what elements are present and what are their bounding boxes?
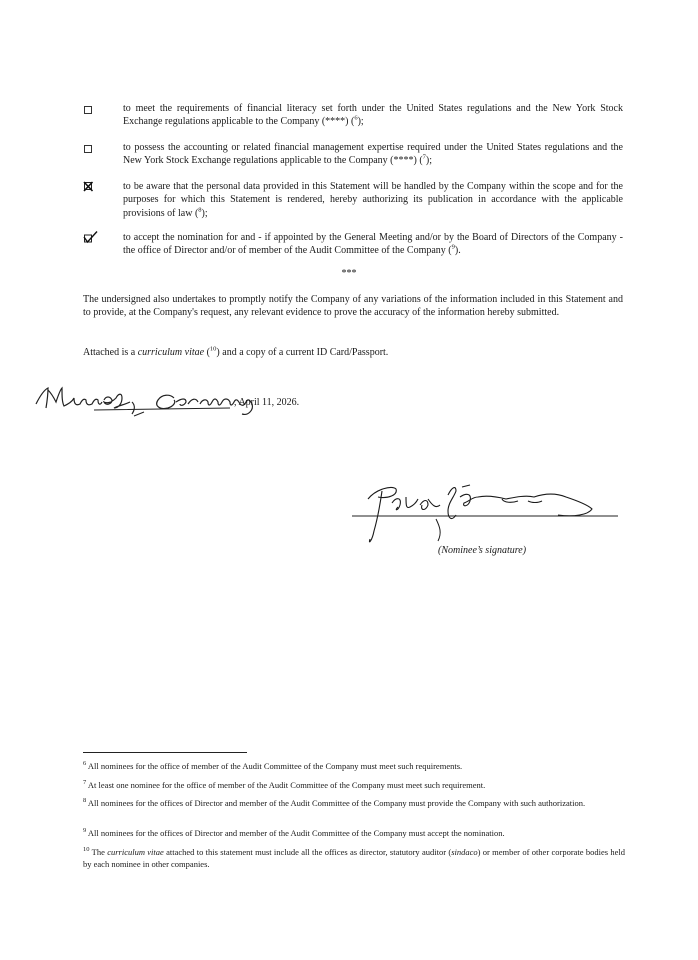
attachments-paragraph: Attached is a curriculum vitae ($^{10}$) and a copy of a current ID Card/Passport. bbox=[83, 345, 389, 358]
undertaking-paragraph: The undersigned also undertakes to promptly notify the Company of any variations of the information included in this Statement and to provide, at the Company's request, any relevant evidence to prove the accuracy of the information hereby submitted. bbox=[83, 294, 623, 319]
check-mark-icon bbox=[83, 231, 99, 245]
item-text: to accept the nomination for and - if appointed by the General Meeting and/or by the Board of Directors of the Company - the office of Director and/or of member of the Audit Committee of the Company ( bbox=[123, 232, 623, 257]
footnote-9: $^9$ All nominees for the offices of Director and member of the Audit Committee of the Company must accept the nomination. bbox=[83, 827, 505, 838]
x-mark-icon bbox=[83, 181, 95, 193]
footnote-6: $^6$ All nominees for the office of member of the Audit Committee of the Company must meet such requirements. bbox=[83, 760, 463, 771]
checkbox-empty[interactable] bbox=[83, 102, 105, 116]
footnote-ref: 8 bbox=[198, 206, 202, 214]
section-separator: *** bbox=[341, 268, 357, 279]
footnote-10: $^{10}$ The curriculum vitae attached to this statement must include all the offices as director, statutory auditor (sindaco) or member of other corporate bodies held by each nominee in other companies. bbox=[83, 846, 625, 869]
checkbox-x-marked[interactable] bbox=[83, 180, 105, 194]
footnote-8: $^8$ All nominees for the offices of Director and member of the Audit Committee of the Company must provide the Company with such authorization. bbox=[83, 797, 586, 808]
signature-handwritten bbox=[352, 475, 620, 555]
footnote-ref: 7 bbox=[422, 153, 426, 161]
checkbox-checked[interactable] bbox=[83, 231, 105, 245]
handwritten-place-text: Munich, Germany bbox=[34, 378, 42, 379]
item-text: to meet the requirements of financial literacy set forth under the United States regulations and the New York Stock Exchange regulations applicable to the Company (****) ( bbox=[123, 103, 623, 128]
signing-date: , April 11, 2026. bbox=[234, 397, 300, 408]
footnote-ref: 9 bbox=[451, 243, 455, 251]
footnote-divider bbox=[83, 752, 247, 753]
footnote-7: $^7$ At least one nominee for the office of member of the Audit Committee of the Company must meet such requirement. bbox=[83, 779, 486, 790]
signature-caption: (Nominee’s signature) bbox=[438, 545, 527, 556]
checkbox-empty[interactable] bbox=[83, 141, 105, 155]
document-page: to meet the requirements of financial literacy set forth under the United States regulations and the New York Stock Exchange regulations applicable to the Company (****) ($^6$); to possess the accounting or related financial management expertise required under the United States regulations and the New York Stock Exchange regulations applicable to the Company (****) ($^7$); to be aware that the personal data provided in this Statement will be handled by the Company within the scope and for the purposes for which this Statement is rendered, hereby authorizing its publication in accordance with the applicable provisions of law ($^8$); to accept the nomination for and - if appointed by the General Meeting and/or by the Board of Directors of the Company - the office of Director and/or of member of the Audit Committee of the Company ($^9$). *** The undersigned also undertakes to promptly notify the Company of any variations of the information included in this Statement and to provide, at the Company's request, any relevant evidence to prove the accuracy of the information hereby submitted. Attached is a curriculum vitae ($^{10}$) and a copy of a current ID Card/Passport. Munich, Germany , April 11, 2026. (Nominee’s signature) $^6$ All nominees for the office of member of the Audit Committee of the Company must meet such requirements. $^7$ At least one nominee for the office of member of the Audit Committee of the Company must meet such requirement. $^8$ All nominees for the offices of Director and member of the Audit Committee of the Company must provide the Company with such authorization. $^9$ All nominees for the offices of Director and member of the Audit Committee of the Company must accept the nomination. $^{10}$ The curriculum vitae attached to this statement must include all the offices as director, statutory auditor (sindaco) or member of other corporate bodies held by each nominee in other companies. bbox=[0, 0, 698, 960]
footnote-ref: 6 bbox=[354, 114, 358, 122]
item-text: to be aware that the personal data provided in this Statement will be handled by the Company within the scope and for the purposes for which this Statement is rendered, hereby authorizing its publication in accordance with the applicable provisions of law ( bbox=[123, 181, 623, 219]
item-text: to possess the accounting or related financial management expertise required under the United States regulations and the New York Stock Exchange regulations applicable to the Company (****) ( bbox=[123, 142, 623, 167]
